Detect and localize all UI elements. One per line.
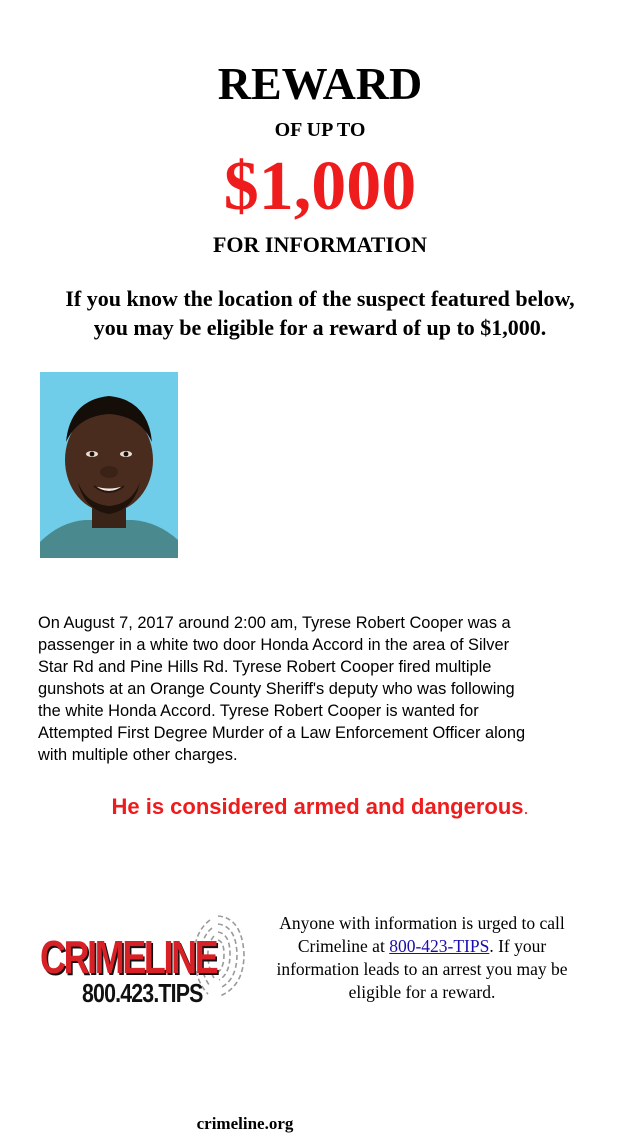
narrative-line: On August 7, 2017 around 2:00 am, Tyrese Robert Cooper was a bbox=[38, 614, 511, 632]
contact-paragraph bbox=[256, 912, 588, 1004]
warning-text: He is considered armed and dangerous bbox=[111, 794, 524, 819]
narrative-line: with multiple other charges. bbox=[38, 746, 238, 764]
narrative-line: Attempted First Degree Murder of a Law Enforcement Officer along bbox=[38, 724, 526, 742]
narrative-line: Star Rd and Pine Hills Rd. Tyrese Robert Cooper fired multiple bbox=[38, 658, 492, 676]
website-link[interactable]: crimeline.org bbox=[196, 1114, 294, 1133]
lead-paragraph: If you know the location of the suspect featured below, you may be eligible for a reward of up to $1,000. bbox=[65, 286, 575, 340]
crimeline-phone: 800.423.TIPS bbox=[82, 978, 203, 1008]
crimeline-wordmark: CRIMELINE bbox=[40, 931, 217, 983]
reward-subtitle: OF UP TO bbox=[274, 119, 366, 141]
tips-phone-link[interactable]: 800-423-TIPS bbox=[389, 936, 490, 956]
crimeline-logo bbox=[38, 908, 248, 1008]
suspect-photo bbox=[40, 372, 178, 558]
contact-text-after: . If your information leads to an arrest you may be eligible for a reward. bbox=[276, 936, 568, 1002]
narrative-line: passenger in a white two door Honda Accord in the area of Silver bbox=[38, 636, 510, 654]
reward-title: REWARD bbox=[217, 58, 423, 109]
narrative-line: the white Honda Accord. Tyrese Robert Cooper is wanted for bbox=[38, 702, 479, 720]
armed-dangerous-warning bbox=[0, 792, 640, 823]
warning-punct: . bbox=[523, 798, 529, 818]
reward-amount: $1,000 bbox=[223, 148, 417, 225]
for-information-label: FOR INFORMATION bbox=[212, 232, 428, 257]
contact-text-before: Anyone with information is urged to call Crimeline at bbox=[279, 913, 565, 956]
narrative-line: gunshots at an Orange County Sheriff's deputy who was following bbox=[38, 680, 515, 698]
incident-narrative bbox=[38, 612, 613, 766]
